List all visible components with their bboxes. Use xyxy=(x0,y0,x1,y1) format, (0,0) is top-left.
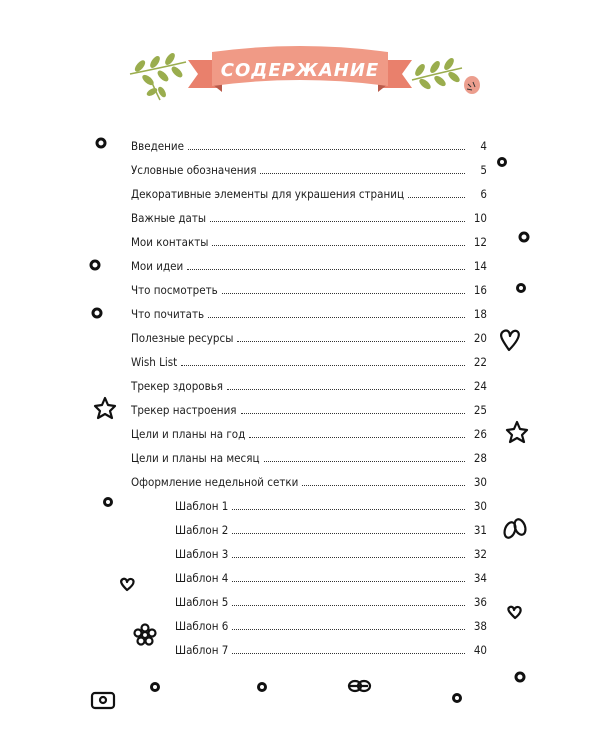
toc-page-number: 14 xyxy=(473,259,487,273)
toc-page-number: 22 xyxy=(473,355,487,369)
toc-page-number: 40 xyxy=(473,643,487,657)
toc-label: Декоративные элементы для украшения страниц xyxy=(131,187,404,201)
toc-page-number: 12 xyxy=(473,235,487,249)
toc-label: Шаблон 1 xyxy=(175,499,229,513)
toc-label: Шаблон 5 xyxy=(175,595,229,609)
toc-page-number: 31 xyxy=(473,523,487,537)
toc-page-number: 30 xyxy=(473,475,487,489)
heart-icon xyxy=(501,330,519,350)
toc-label: Шаблон 7 xyxy=(175,643,229,657)
bean-icon xyxy=(349,681,370,691)
toc-page-number: 10 xyxy=(473,211,487,225)
toc-label: Шаблон 4 xyxy=(175,571,229,585)
ring-dot-icon xyxy=(520,233,528,241)
ring-dot-icon xyxy=(105,499,112,506)
page-title: СОДЕРЖАНИЕ xyxy=(220,60,380,81)
toc-page-number: 36 xyxy=(473,595,487,609)
star-icon xyxy=(95,398,115,418)
toc-page-number: 28 xyxy=(473,451,487,465)
ring-dot-icon xyxy=(91,261,99,269)
toc-label: Трекер настроения xyxy=(131,403,237,417)
toc-label: Что посмотреть xyxy=(131,283,218,297)
toc-page-number: 38 xyxy=(473,619,487,633)
toc-label: Мои контакты xyxy=(131,235,209,249)
bean-icon xyxy=(503,518,528,539)
toc-label: Полезные ресурсы xyxy=(131,331,234,345)
ring-dot-icon xyxy=(259,684,266,691)
toc-label: Мои идеи xyxy=(131,259,184,273)
toc-page-number: 32 xyxy=(473,547,487,561)
ring-dot-icon xyxy=(93,309,101,317)
toc-page-number: 26 xyxy=(473,427,487,441)
toc-label: Условные обозначения xyxy=(131,163,257,177)
toc-page-number: 25 xyxy=(473,403,487,417)
ring-dot-icon xyxy=(454,695,461,702)
ring-dot-icon xyxy=(516,673,524,681)
toc-page-number: 16 xyxy=(473,283,487,297)
toc-page-number: 4 xyxy=(480,139,487,153)
star-icon xyxy=(507,422,527,442)
toc-label: Цели и планы на месяц xyxy=(131,451,260,465)
ring-dot-icon xyxy=(499,159,506,166)
heart-icon xyxy=(121,579,133,590)
toc-page-number: 6 xyxy=(480,187,487,201)
toc-label: Цели и планы на год xyxy=(131,427,246,441)
toc-page-number: 24 xyxy=(473,379,487,393)
toc-label: Трекер здоровья xyxy=(131,379,224,393)
toc-page-number: 18 xyxy=(473,307,487,321)
toc-label: Введение xyxy=(131,139,184,153)
toc-page-number: 30 xyxy=(473,499,487,513)
toc-page-number: 20 xyxy=(473,331,487,345)
toc-label: Важные даты xyxy=(131,211,207,225)
toc-label: Что почитать xyxy=(131,307,205,321)
toc-label: Шаблон 3 xyxy=(175,547,229,561)
toc-page-number: 34 xyxy=(473,571,487,585)
toc-label: Шаблон 6 xyxy=(175,619,229,633)
toc-label: Wish List xyxy=(131,355,178,369)
ring-dot-icon xyxy=(152,684,159,691)
toc-page-number: 5 xyxy=(480,163,487,177)
flower-icon xyxy=(135,625,156,645)
ticket-icon xyxy=(92,693,114,708)
ring-dot-icon xyxy=(97,139,105,147)
heart-icon xyxy=(508,607,520,618)
ring-dot-icon xyxy=(518,285,525,292)
toc-label: Оформление недельной сетки xyxy=(131,475,299,489)
toc-label: Шаблон 2 xyxy=(175,523,229,537)
